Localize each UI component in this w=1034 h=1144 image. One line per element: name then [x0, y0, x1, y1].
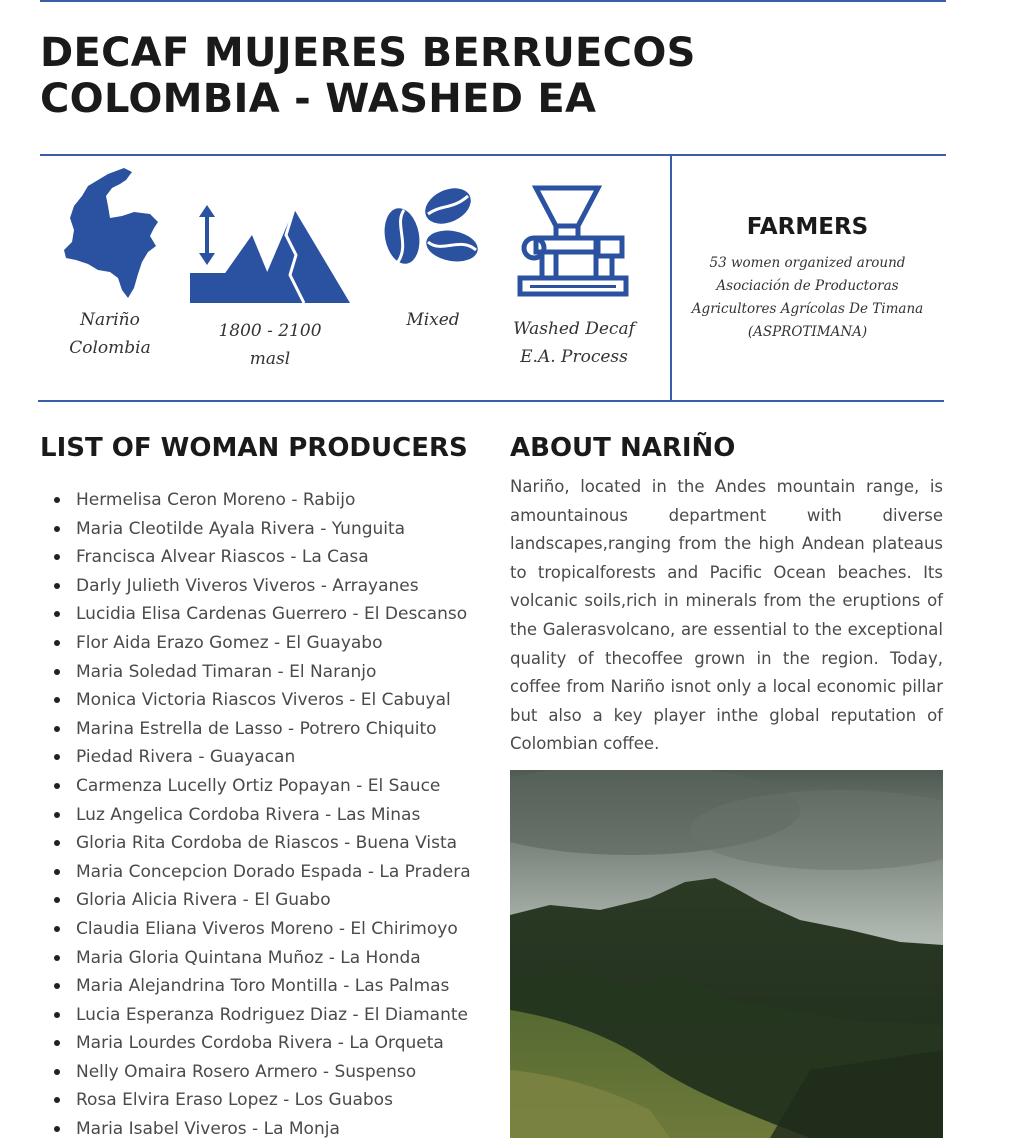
landscape-photo	[510, 770, 943, 1138]
spec-panel-top-rule	[40, 154, 946, 156]
producers-heading: LIST OF WOMAN PRODUCERS	[40, 433, 468, 463]
farmers-description: 53 women organized around Asociación de Productoras Agricultores Agrícolas De Timana (ASPROTIMANA)	[691, 255, 924, 340]
list-item: Rosa Elvira Eraso Lopez - Los Guabos	[76, 1086, 471, 1115]
title-line-1: DECAF MUJERES BERRUECOS	[40, 30, 696, 76]
colombia-map-icon	[62, 166, 160, 300]
list-item: Maria Concepcion Dorado Espada - La Pradera	[76, 858, 471, 887]
list-item: Marina Estrella de Lasso - Potrero Chiquito	[76, 715, 471, 744]
list-item: Darly Julieth Viveros Viveros - Arrayanes	[76, 572, 471, 601]
list-item: Maria Lourdes Cordoba Rivera - La Orqueta	[76, 1029, 471, 1058]
spec-panel-divider	[670, 156, 672, 401]
process-caption: Washed Decaf E.A. Process	[513, 319, 635, 367]
list-item: Lucidia Elisa Cardenas Guerrero - El Descanso	[76, 600, 471, 629]
list-item: Lucia Esperanza Rodriguez Diaz - El Diamante	[76, 1001, 471, 1030]
variety-caption: Mixed	[406, 310, 460, 330]
title-line-2: COLOMBIA - WASHED EA	[40, 76, 597, 122]
list-item: Maria Soledad Timaran - El Naranjo	[76, 658, 471, 687]
about-heading: ABOUT NARIÑO	[510, 433, 736, 463]
list-item: Francisca Alvear Riascos - La Casa	[76, 543, 471, 572]
altitude-caption: 1800 - 2100 masl	[218, 321, 322, 369]
list-item: Carmenza Lucelly Ortiz Popayan - El Sauce	[76, 772, 471, 801]
about-paragraph: Nariño, located in the Andes mountain range, is amountainous department with diverse landscapes,ranging from the high Andean plateaus to tropicalforests and Pacific Ocean beaches. Its volcanic soils,rich in minerals from the eruptions of the Galerasvolcano, are essential to the exceptional quality of thecoffee grown in the region. Today, coffee from Nariño isnot only a local economic pillar but also a key player inthe global reputation of Colombian coffee.	[510, 477, 943, 754]
coffee-beans-icon	[380, 184, 480, 268]
list-item: Maria Isabel Viveros - La Monja	[76, 1115, 471, 1144]
list-item: Nelly Omaira Rosero Armero - Suspenso	[76, 1058, 471, 1087]
list-item: Gloria Alicia Rivera - El Guabo	[76, 886, 471, 915]
list-item: Maria Gloria Quintana Muñoz - La Honda	[76, 944, 471, 973]
mountain-altitude-icon	[190, 205, 350, 305]
list-item: Maria Alejandrina Toro Montilla - Las Palmas	[76, 972, 471, 1001]
list-item: Gloria Rita Cordoba de Riascos - Buena Vista	[76, 829, 471, 858]
list-item: Luz Angelica Cordoba Rivera - Las Minas	[76, 801, 471, 830]
list-item: Flor Aida Erazo Gomez - El Guayabo	[76, 629, 471, 658]
coffee-processing-machine-icon	[516, 184, 632, 300]
farmers-heading: FARMERS	[746, 214, 869, 240]
list-item: Maria Cleotilde Ayala Rivera - Yunguita	[76, 515, 471, 544]
region-caption: Nariño Colombia	[69, 310, 151, 358]
page-title	[40, 30, 740, 122]
list-item: Claudia Eliana Viveros Moreno - El Chirimoyo	[76, 915, 471, 944]
list-item: Monica Victoria Riascos Viveros - El Cabuyal	[76, 686, 471, 715]
spec-panel-bottom-rule	[38, 400, 944, 402]
producers-list	[76, 486, 471, 1144]
list-item: Piedad Rivera - Guayacan	[76, 743, 471, 772]
top-rule	[40, 0, 946, 2]
list-item: Hermelisa Ceron Moreno - Rabijo	[76, 486, 471, 515]
